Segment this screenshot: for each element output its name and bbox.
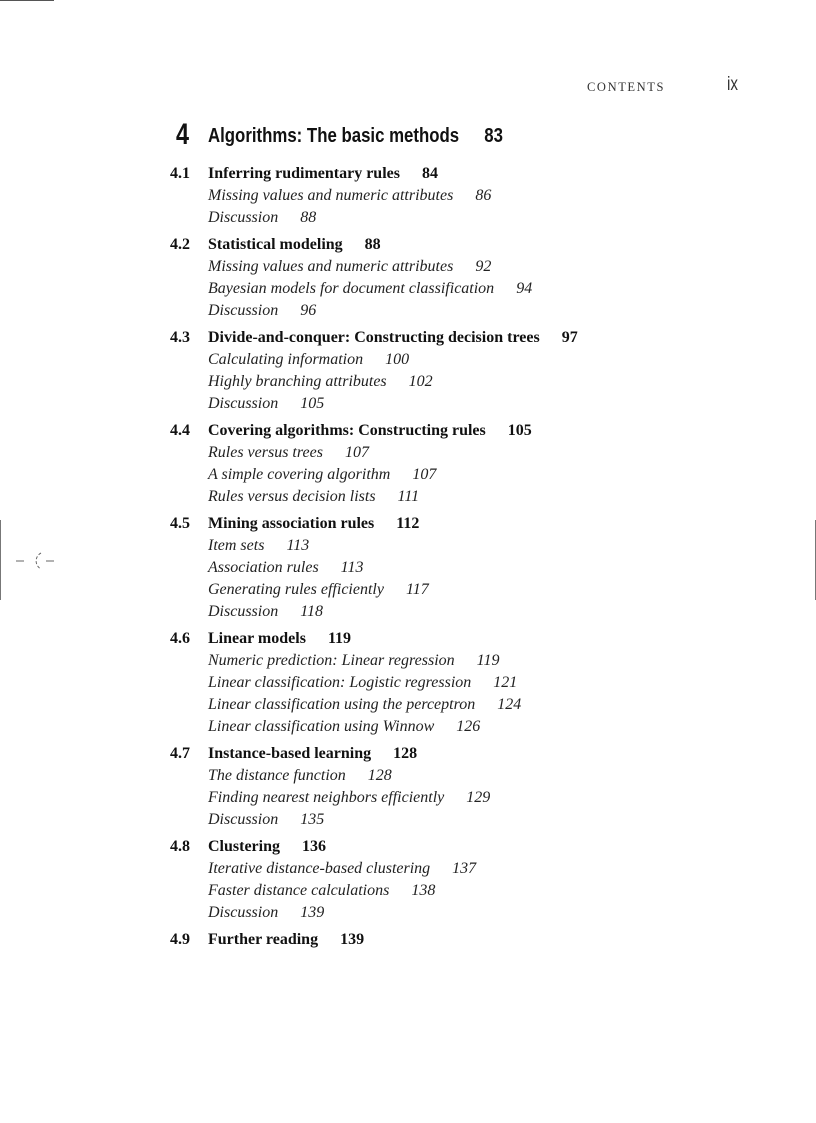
registration-mark-icon	[16, 548, 56, 574]
toc-section	[170, 163, 770, 229]
subsection-entry	[170, 672, 770, 694]
subsection-entry	[170, 442, 770, 464]
section-page: 139	[340, 931, 365, 948]
section-page: 105	[507, 422, 532, 439]
section-number: 4.4	[170, 422, 190, 439]
section-entry	[170, 327, 770, 349]
toc-section	[170, 513, 770, 623]
subsection-page: 121	[493, 674, 518, 691]
subsection-page: 100	[385, 351, 410, 368]
section-title: Inferring rudimentary rules	[208, 165, 400, 182]
subsection-title: Discussion	[208, 904, 279, 921]
section-page: 84	[421, 165, 438, 182]
subsection-page: 138	[411, 882, 436, 899]
subsection-title: Missing values and numeric attributes	[208, 258, 454, 275]
section-title: Statistical modeling	[208, 236, 343, 253]
chapter-title-line	[208, 125, 503, 148]
subsection-title: A simple covering algorithm	[208, 466, 391, 483]
subsection-title: Linear classification using the perceptron	[208, 696, 476, 713]
subsection-page: 105	[300, 395, 325, 412]
section-number: 4.8	[170, 838, 190, 855]
subsection-entry	[170, 185, 770, 207]
subsection-page: 139	[300, 904, 325, 921]
section-number: 4.9	[170, 931, 190, 948]
subsection-page: 113	[340, 559, 364, 576]
subsection-entry	[170, 858, 770, 880]
subsection-page: 86	[475, 187, 492, 204]
subsection-page: 102	[408, 373, 433, 390]
subsection-title: Discussion	[208, 302, 279, 319]
subsection-title: Item sets	[208, 537, 265, 554]
table-of-contents	[170, 163, 770, 956]
subsection-page: 119	[476, 652, 500, 669]
section-number: 4.5	[170, 515, 190, 532]
section-title: Covering algorithms: Constructing rules	[208, 422, 486, 439]
section-entry	[170, 836, 770, 858]
subsection-entry	[170, 349, 770, 371]
chapter-title: Algorithms: The basic methods	[208, 125, 460, 147]
subsection-title: Discussion	[208, 811, 279, 828]
subsection-entry	[170, 557, 770, 579]
section-entry	[170, 420, 770, 442]
subsection-page: 126	[456, 718, 481, 735]
section-title: Divide-and-conquer: Constructing decision trees	[208, 329, 540, 346]
subsection-page: 94	[516, 280, 533, 297]
subsection-title: Calculating information	[208, 351, 364, 368]
subsection-title: Discussion	[208, 209, 279, 226]
subsection-title: Faster distance calculations	[208, 882, 390, 899]
section-title: Instance-based learning	[208, 745, 372, 762]
subsection-title: Linear classification using Winnow	[208, 718, 435, 735]
subsection-title: Bayesian models for document classification	[208, 280, 495, 297]
section-number: 4.7	[170, 745, 190, 762]
section-page: 119	[327, 630, 352, 647]
toc-section	[170, 420, 770, 508]
subsection-entry	[170, 300, 770, 322]
section-entry	[170, 743, 770, 765]
section-page: 112	[396, 515, 420, 532]
section-number: 4.2	[170, 236, 190, 253]
subsection-entry	[170, 579, 770, 601]
section-title: Clustering	[208, 838, 280, 855]
subsection-title: Numeric prediction: Linear regression	[208, 652, 455, 669]
subsection-page: 117	[405, 581, 429, 598]
subsection-title: Finding nearest neighbors efficiently	[208, 789, 445, 806]
subsection-title: Missing values and numeric attributes	[208, 187, 454, 204]
running-head	[587, 76, 747, 98]
subsection-title: Rules versus trees	[208, 444, 323, 461]
section-title: Further reading	[208, 931, 319, 948]
section-entry	[170, 929, 770, 951]
section-number: 4.3	[170, 329, 190, 346]
subsection-title: The distance function	[208, 767, 346, 784]
subsection-entry	[170, 464, 770, 486]
subsection-title: Generating rules efficiently	[208, 581, 384, 598]
chapter-page: 83	[484, 125, 503, 147]
crop-mark-left	[0, 520, 1, 600]
subsection-page: 113	[286, 537, 310, 554]
subsection-entry	[170, 207, 770, 229]
running-head-title: CONTENTS	[587, 80, 666, 94]
subsection-title: Linear classification: Logistic regression	[208, 674, 472, 691]
subsection-page: 135	[300, 811, 325, 828]
subsection-page: 118	[300, 603, 324, 620]
subsection-title: Association rules	[208, 559, 319, 576]
section-page: 88	[364, 236, 381, 253]
subsection-title: Discussion	[208, 603, 279, 620]
subsection-entry	[170, 601, 770, 623]
subsection-entry	[170, 716, 770, 738]
toc-section	[170, 234, 770, 322]
subsection-page: 124	[497, 696, 522, 713]
toc-section	[170, 836, 770, 924]
subsection-page: 111	[397, 488, 420, 505]
subsection-entry	[170, 393, 770, 415]
section-title: Mining association rules	[208, 515, 375, 532]
subsection-entry	[170, 486, 770, 508]
section-page: 97	[561, 329, 578, 346]
section-entry	[170, 513, 770, 535]
page-number: ix	[727, 74, 738, 95]
crop-mark-top	[0, 0, 54, 1]
toc-section	[170, 327, 770, 415]
toc-section	[170, 628, 770, 738]
subsection-page: 107	[412, 466, 437, 483]
subsection-title: Highly branching attributes	[208, 373, 387, 390]
subsection-page: 137	[452, 860, 477, 877]
subsection-page: 88	[300, 209, 317, 226]
subsection-title: Rules versus decision lists	[208, 488, 376, 505]
subsection-entry	[170, 256, 770, 278]
section-entry	[170, 163, 770, 185]
subsection-page: 129	[466, 789, 491, 806]
subsection-title: Discussion	[208, 395, 279, 412]
subsection-entry	[170, 902, 770, 924]
subsection-entry	[170, 694, 770, 716]
subsection-entry	[170, 535, 770, 557]
subsection-page: 128	[367, 767, 392, 784]
subsection-entry	[170, 765, 770, 787]
subsection-entry	[170, 809, 770, 831]
subsection-entry	[170, 650, 770, 672]
section-entry	[170, 628, 770, 650]
subsection-page: 107	[344, 444, 369, 461]
section-page: 136	[302, 838, 326, 855]
subsection-entry	[170, 787, 770, 809]
toc-section	[170, 743, 770, 831]
subsection-entry	[170, 371, 770, 393]
section-number: 4.6	[170, 630, 190, 647]
subsection-entry	[170, 880, 770, 902]
section-page: 128	[393, 745, 418, 762]
section-entry	[170, 234, 770, 256]
subsection-page: 96	[300, 302, 317, 319]
subsection-entry	[170, 278, 770, 300]
subsection-title: Iterative distance-based clustering	[208, 860, 431, 877]
chapter-number: 4	[176, 118, 190, 151]
section-title: Linear models	[208, 630, 306, 647]
toc-section	[170, 929, 770, 951]
section-number: 4.1	[170, 165, 190, 182]
subsection-page: 92	[475, 258, 492, 275]
